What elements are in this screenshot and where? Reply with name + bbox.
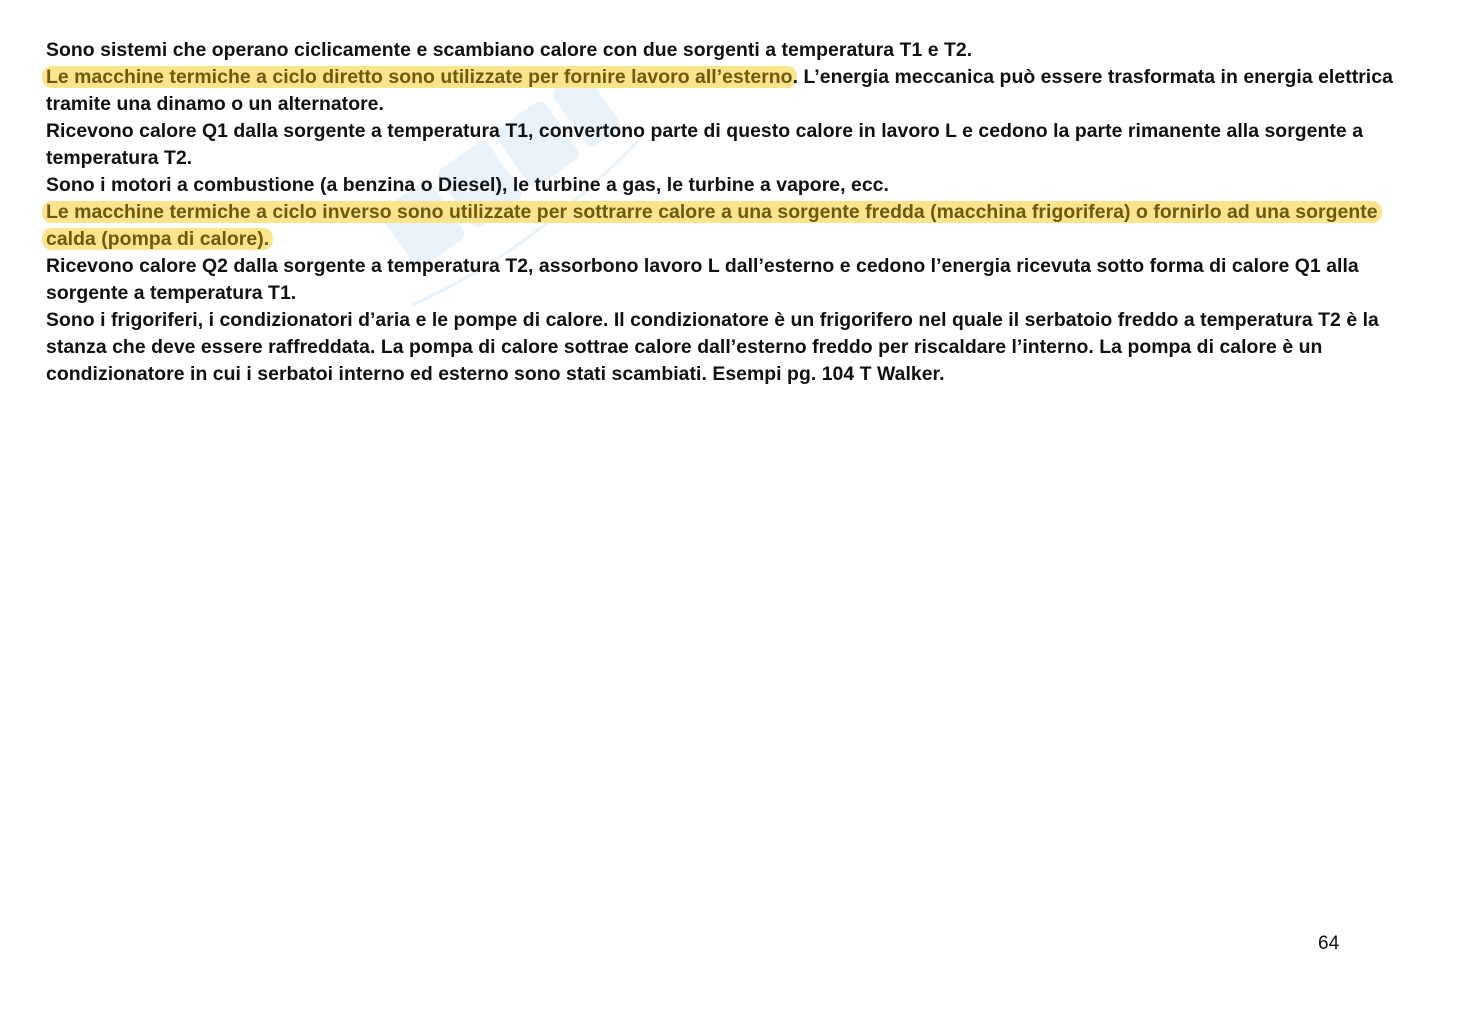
- paragraph-direct-examples: Sono i motori a combustione (a benzina o Diesel), le turbine a gas, le turbine a vapore, ecc.: [46, 174, 889, 196]
- highlight-inverse-cycle: Le macchine termiche a ciclo inverso sono utilizzate per sottrarre calore a una sorgente fredda (macchina frigorifera) o fornirlo ad una sorgente calda (pompa di calore).: [42, 201, 1382, 250]
- paragraph-inverse-examples: Sono i frigoriferi, i condizionatori d’aria e le pompe di calore. Il condizionatore è un frigorifero nel quale il serbatoio freddo a temperatura T2 è la stanza che deve essere raffreddata. La pompa di calore sottrae calore dall’esterno freddo per riscaldare l’interno. La pompa di calore è un condizionatore in cui i serbatoi interno ed esterno sono stati scambiati. Esempi pg. 104 T Walker.: [46, 309, 1379, 385]
- paragraph-inverse-heat: Ricevono calore Q2 dalla sorgente a temperatura T2, assorbono lavoro L dall’esterno e cedono l’energia ricevuta sotto forma di calore Q1 alla sorgente a temperatura T1.: [46, 255, 1359, 304]
- paragraph-direct-heat: Ricevono calore Q1 dalla sorgente a temperatura T1, convertono parte di questo calore in lavoro L e cedono la parte rimanente alla sorgente a temperatura T2.: [46, 120, 1364, 169]
- paragraph-direct-cycle-rest: . L’energia meccanica può essere trasformata in energia elettrica tramite una dinamo o un alternatore.: [46, 66, 1393, 115]
- paragraph-intro: Sono sistemi che operano ciclicamente e scambiano calore con due sorgenti a temperatura T1 e T2.: [46, 39, 973, 61]
- document-body: [46, 37, 1426, 388]
- page-number: 64: [1318, 933, 1340, 954]
- highlight-direct-cycle: Le macchine termiche a ciclo diretto sono utilizzate per fornire lavoro all’esterno: [42, 66, 797, 88]
- paragraph-inverse-cycle: [46, 199, 1426, 253]
- paragraph-direct-cycle: [46, 64, 1426, 118]
